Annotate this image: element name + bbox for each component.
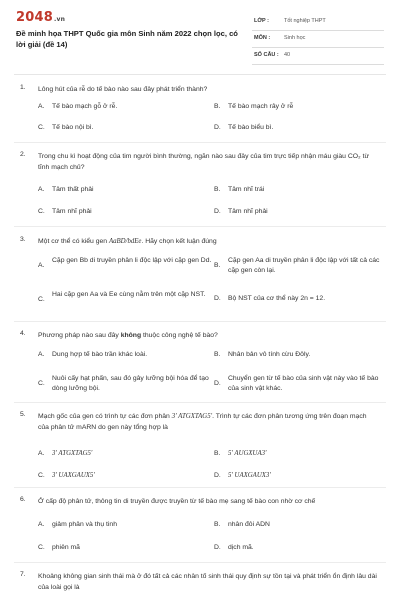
question-divider: [14, 226, 386, 227]
question-text: Lông hút của rễ do tế bào nào sau đây phát triển thành?: [38, 86, 208, 93]
question-divider: [14, 487, 386, 488]
meta-value: Tốt nghiệp THPT: [284, 18, 326, 24]
question-divider: [14, 142, 386, 143]
question-number: 4.: [20, 330, 26, 337]
question-number: 5.: [20, 411, 26, 418]
question-text: Ở cấp độ phân tử, thông tin di truyền được truyền từ tế bào mẹ sang tế bào con nhờ cơ chế: [38, 498, 316, 505]
sequence-formula: 3' ATGXTAG5': [171, 413, 213, 420]
meta-label: SỐ CÂU :: [254, 52, 279, 58]
meta-row-subject: [252, 31, 384, 48]
question-number: 2.: [20, 151, 26, 158]
header-divider: [14, 74, 386, 75]
question-number: 1.: [20, 84, 26, 91]
question-text: Một cơ thể có kiểu gen AaBD/bdEe. Hãy chọn kết luận đúng: [38, 238, 217, 245]
question-divider: [14, 321, 386, 322]
meta-value: 40: [284, 52, 291, 58]
document-title: Đề minh họa THPT Quốc gia môn Sinh năm 2022 chọn lọc, có lời giải (đề 14): [16, 29, 238, 49]
meta-row-class: [252, 14, 384, 31]
question-divider: [14, 562, 386, 563]
question-text: Trong chu kì hoạt động của tim người bình thường, ngăn nào sau đây của tim trực tiếp nhận máu giàu CO₂ từ tĩnh mạch chủ?: [38, 153, 370, 171]
meta-label: MÔN :: [254, 35, 271, 41]
question-number: 3.: [20, 236, 26, 243]
question-text: Mạch gốc của gen có trình tự các đơn phân 3' ATGXTAG5'. Trình tự các đơn phân tương ứng trên đoạn mạch của phân tử mARN do gen này tổng hợp là: [38, 413, 367, 431]
meta-value: Sinh học: [284, 35, 306, 41]
meta-label: LỚP :: [254, 18, 269, 24]
question-divider: [14, 402, 386, 403]
meta-row-count: [252, 48, 384, 65]
genotype-formula: AaBD/bdEe: [108, 238, 142, 245]
document-header: [0, 0, 400, 78]
question-text: Phương pháp nào sau đây không thuộc công nghệ tế bào?: [38, 332, 218, 339]
meta-table: [252, 14, 384, 65]
question-text: Khoảng không gian sinh thái mà ở đó tất cả các nhân tố sinh thái quy định sự tồn tại và phát triển ổn định lâu dài của loài gọi là: [38, 573, 377, 591]
question-number: 6.: [20, 496, 26, 503]
site-logo[interactable]: 2048.vn: [16, 10, 66, 25]
question-number: 7.: [20, 571, 26, 578]
